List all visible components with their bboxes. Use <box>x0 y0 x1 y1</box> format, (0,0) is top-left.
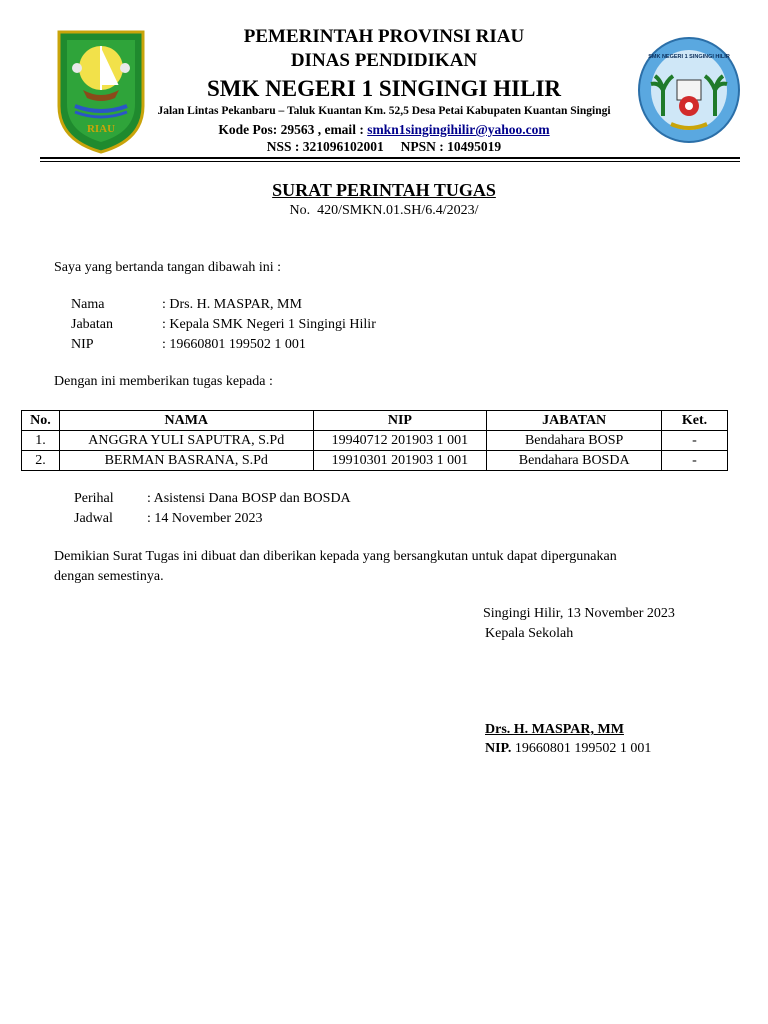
letterhead-nss-npsn: NSS : 321096102001 NPSN : 10495019 <box>266 139 502 154</box>
cell-nama: ANGGRA YULI SAPUTRA, S.Pd <box>59 431 313 451</box>
signer-position-value: : Kepala SMK Negeri 1 Singingi Hilir <box>162 317 376 332</box>
letterhead-province: PEMERINTAH PROVINSI RIAU <box>243 26 525 47</box>
table-header-row <box>22 411 728 431</box>
cell-nip: 19910301 201903 1 001 <box>313 451 487 471</box>
cell-nama: BERMAN BASRANA, S.Pd <box>59 451 313 471</box>
letterhead-school-name: SMK NEGERI 1 SINGINGI HILIR <box>206 76 562 101</box>
header-nama: NAMA <box>59 411 313 431</box>
assignment-table <box>21 410 728 471</box>
cell-ket: - <box>662 431 728 451</box>
assign-intro-text: Dengan ini memberikan tugas kepada : <box>54 374 273 389</box>
task-schedule-label: Jadwal <box>74 511 113 526</box>
table-row <box>22 431 728 451</box>
signature-nip-label: NIP. <box>485 741 512 756</box>
task-subject-value: : Asistensi Dana BOSP dan BOSDA <box>147 491 351 506</box>
signature-nip-value: 19660801 199502 1 001 <box>511 741 652 756</box>
table-row <box>22 451 728 471</box>
signature-name: Drs. H. MASPAR, MM <box>485 722 624 737</box>
header-ket: Ket. <box>662 411 728 431</box>
signer-nip-label: NIP <box>71 337 94 352</box>
letterhead-contact <box>0 122 768 138</box>
cell-ket: - <box>662 451 728 471</box>
signer-name-value: : Drs. H. MASPAR, MM <box>162 297 302 312</box>
signature-place-date: Singingi Hilir, 13 November 2023 <box>483 606 675 621</box>
intro-text: Saya yang bertanda tangan dibawah ini : <box>54 260 282 275</box>
contact-postal: Kode Pos: 29563 , email : <box>218 122 368 137</box>
cell-jabatan: Bendahara BOSP <box>487 431 662 451</box>
signer-position-label: Jabatan <box>71 317 113 332</box>
cell-no: 1. <box>22 431 60 451</box>
signature-nip <box>485 741 651 757</box>
cell-no: 2. <box>22 451 60 471</box>
cell-jabatan: Bendahara BOSDA <box>487 451 662 471</box>
closing-line-1: Demikian Surat Tugas ini dibuat dan diberikan kepada yang bersangkutan untuk dapat dipergunakan <box>54 549 617 564</box>
letterhead-address: Jalan Lintas Pekanbaru – Taluk Kuantan Km. 52,5 Desa Petai Kabupaten Kuantan Singingi <box>157 105 611 117</box>
letterhead-divider-thin <box>40 161 740 162</box>
header-no: No. <box>22 411 60 431</box>
closing-line-2: dengan semestinya. <box>54 569 164 584</box>
svg-text:RIAU: RIAU <box>86 123 116 135</box>
svg-text:SMK NEGERI 1 SINGINGI HILIR: SMK NEGERI 1 SINGINGI HILIR <box>648 54 730 60</box>
letter-number: No. 420/SMKN.01.SH/6.4/2023/ <box>289 203 479 218</box>
letterhead-divider-thick <box>40 157 740 159</box>
signer-name-label: Nama <box>71 297 105 312</box>
letterhead-department: DINAS PENDIDIKAN <box>290 50 478 71</box>
task-subject-label: Perihal <box>74 491 114 506</box>
email-link[interactable]: smkn1singingihilir@yahoo.com <box>367 122 550 137</box>
signer-nip-value: : 19660801 199502 1 001 <box>162 337 306 352</box>
letter-title: SURAT PERINTAH TUGAS <box>272 180 496 200</box>
header-jabatan: JABATAN <box>487 411 662 431</box>
cell-nip: 19940712 201903 1 001 <box>313 431 487 451</box>
signature-position: Kepala Sekolah <box>485 626 574 641</box>
header-nip: NIP <box>313 411 487 431</box>
task-schedule-value: : 14 November 2023 <box>147 511 263 526</box>
